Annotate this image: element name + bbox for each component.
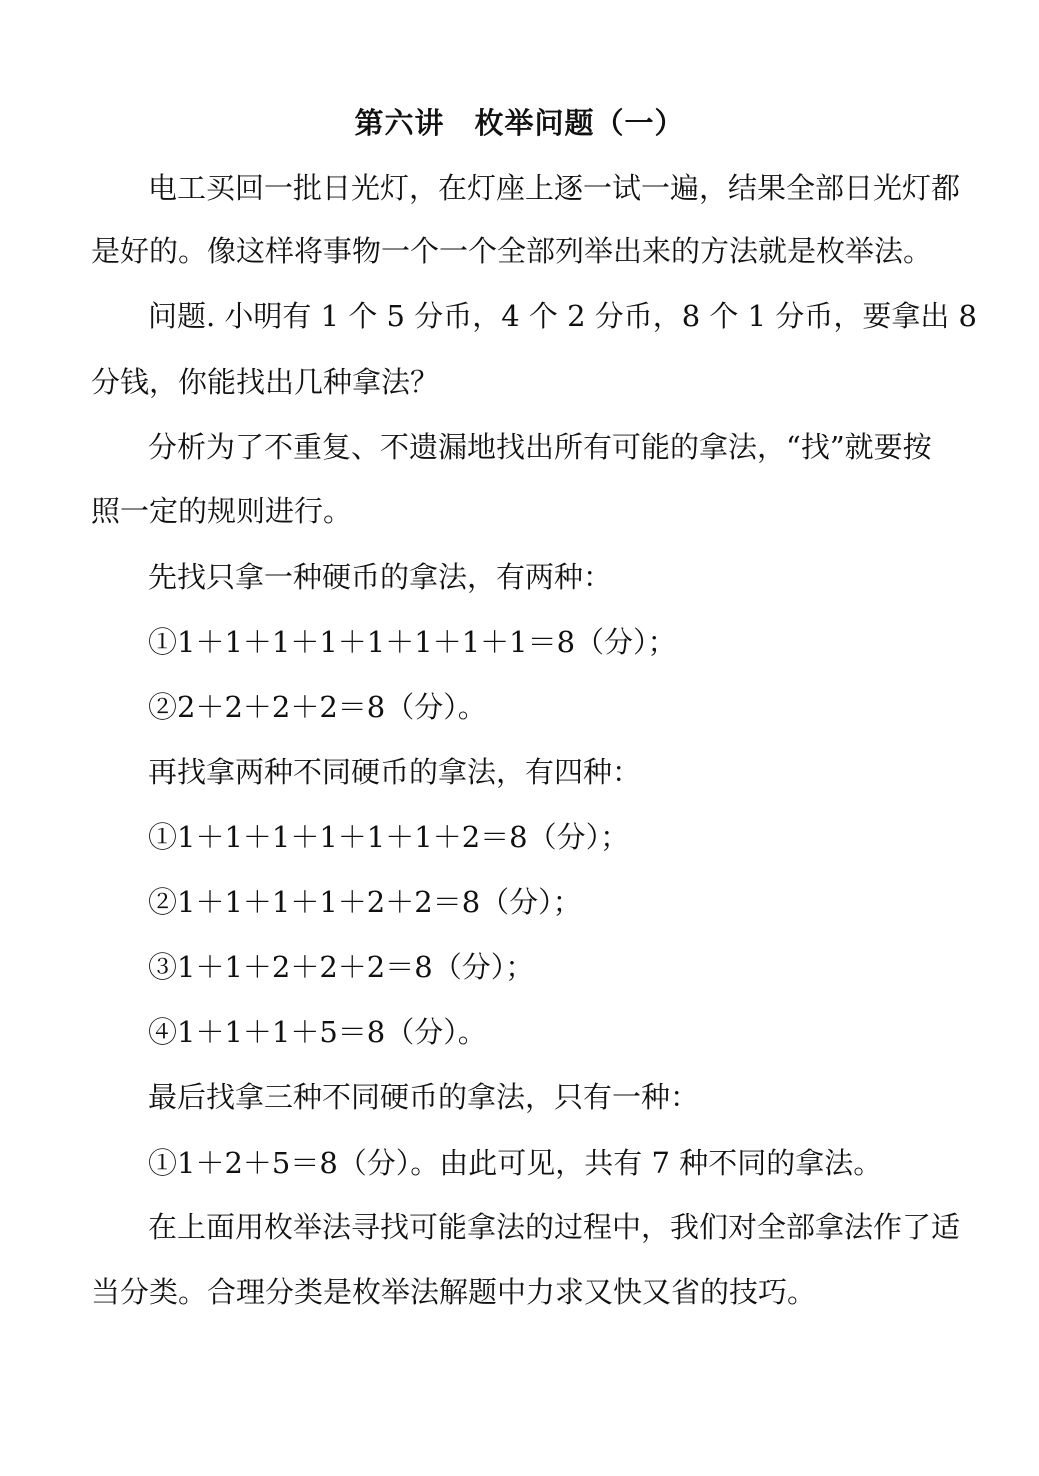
equation-line-3: ①1＋1＋1＋1＋1＋1＋2＝8（分）； (148, 820, 630, 854)
paragraph-line-3: 问题. 小明有 1 个 5 分币，4 个 2 分币，8 个 1 分币，要拿出 8 (148, 299, 977, 333)
equation-line-1: ①1＋1＋1＋1＋1＋1＋1＋1＝8（分）； (148, 625, 677, 659)
document-title: 第六讲 枚举问题（一） (354, 106, 685, 140)
paragraph-line-7: 先找只拿一种硬币的拿法，有两种： (148, 560, 613, 594)
paragraph-line-11: 当分类。合理分类是枚举法解题中力求又快又省的技巧。 (91, 1275, 817, 1309)
equation-line-4: ②1＋1＋1＋1＋2＋2＝8（分）； (148, 885, 582, 919)
paragraph-line-1: 电工买回一批日光灯，在灯座上逐一试一遍，结果全部日光灯都 (148, 171, 961, 205)
equation-line-6: ④1＋1＋1＋5＝8（分）。 (148, 1015, 487, 1049)
equation-line-7: ①1＋2＋5＝8（分）。由此可见，共有 7 种不同的拿法。 (148, 1146, 883, 1180)
paragraph-line-2: 是好的。像这样将事物一个一个全部列举出来的方法就是枚举法。 (91, 234, 933, 268)
paragraph-line-8: 再找拿两种不同硬币的拿法，有四种： (148, 755, 642, 789)
paragraph-line-10: 在上面用枚举法寻找可能拿法的过程中，我们对全部拿法作了适 (148, 1210, 961, 1244)
equation-line-2: ②2＋2＋2＋2＝8（分）。 (148, 690, 487, 724)
paragraph-line-5: 分析为了不重复、不遗漏地找出所有可能的拿法，“找”就要按 (148, 430, 932, 464)
paragraph-line-4: 分钱，你能找出几种拿法？ (91, 365, 440, 399)
paragraph-line-6: 照一定的规则进行。 (91, 494, 353, 528)
paragraph-line-9: 最后找拿三种不同硬币的拿法，只有一种： (148, 1080, 700, 1114)
equation-line-5: ③1＋1＋2＋2＋2＝8（分）； (148, 950, 535, 984)
